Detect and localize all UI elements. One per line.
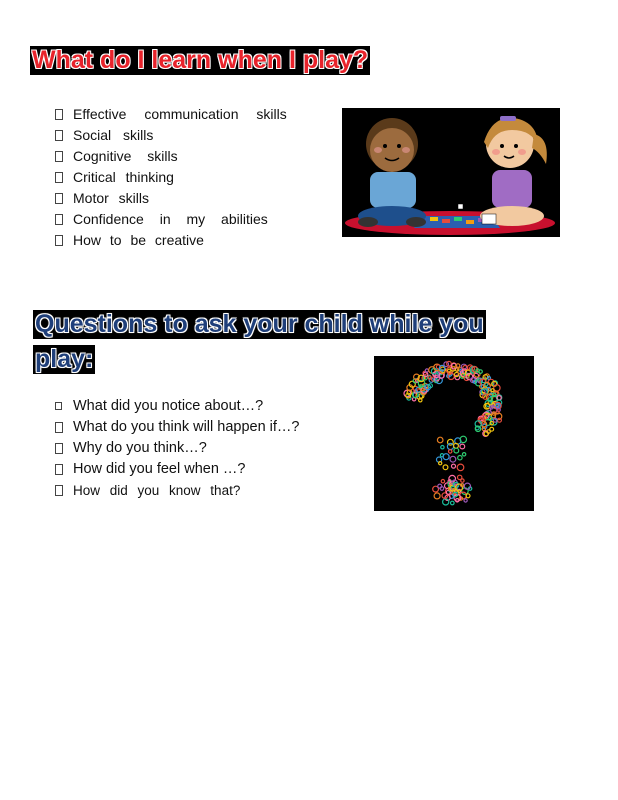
bullet-icon — [55, 459, 63, 480]
bullet-icon — [55, 104, 63, 125]
bullet-icon — [55, 188, 63, 209]
bullet-icon — [55, 125, 63, 146]
bullet-icon — [55, 230, 63, 251]
bullet-icon — [55, 480, 63, 501]
bullet-icon — [55, 438, 63, 459]
heading-questions-line-2: play: — [35, 345, 94, 373]
bullet-icon — [55, 146, 63, 167]
heading-what-do-i-learn: What do I learn when I play? — [32, 46, 369, 74]
heading-questions-line-1: Questions to ask your child while you — [35, 310, 484, 338]
bullet-icon — [55, 209, 63, 230]
bullet-icon — [55, 167, 63, 188]
kids-playing-image — [342, 108, 560, 237]
bullet-icon — [55, 396, 62, 417]
bullet-icon — [55, 417, 63, 438]
question-mark-image — [374, 356, 534, 511]
